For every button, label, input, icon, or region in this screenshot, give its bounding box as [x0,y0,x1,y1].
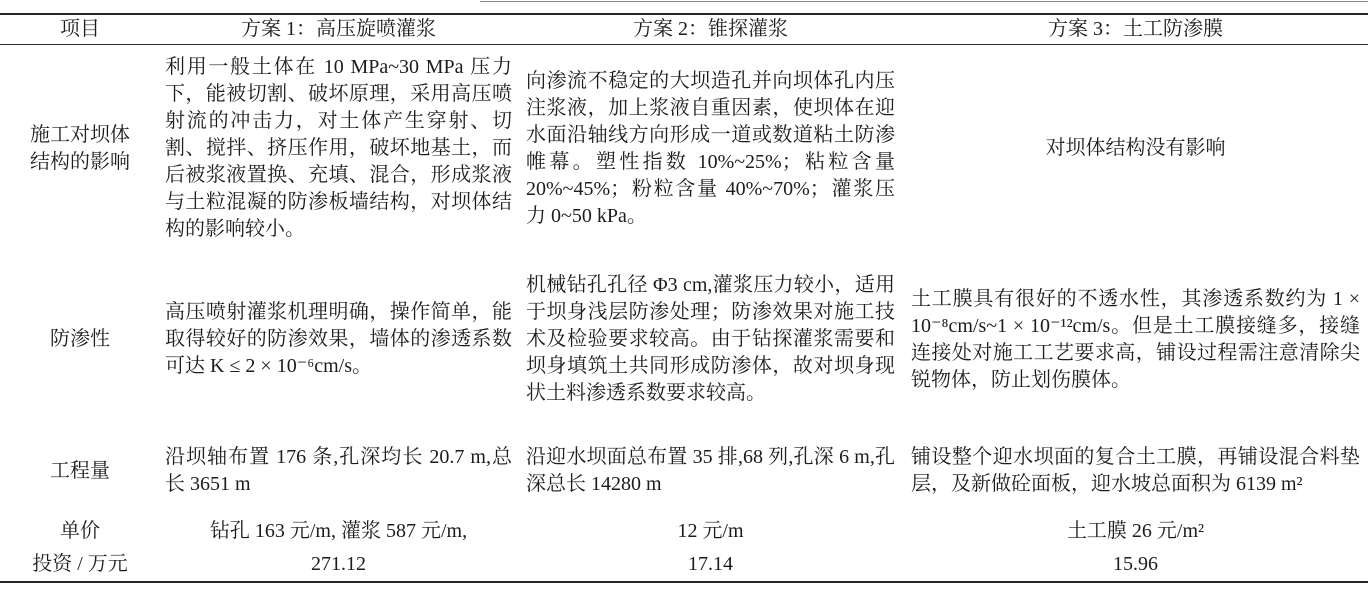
cell-investment-scheme1: 271.12 [311,553,366,575]
table-row-structure-impact [0,45,1368,252]
cell-quantity-scheme3: 铺设整个迎水坝面的复合土工膜，再铺设混合料垫层，及新做砼面板，迎水坡总面积为 6139 m² [911,446,1360,495]
cell-quantity-scheme2: 沿迎水坝面总布置 35 排,68 列,孔深 6 m,孔深总长 14280 m [526,446,895,495]
table-row-seepage-resistance [0,252,1368,427]
row-label-structure-impact: 施工对坝体结构的影响 [30,123,130,173]
scheme-comparison-table [0,13,1368,583]
cell-seepage-scheme2: 机械钻孔孔径 Φ3 cm,灌浆压力较小，适用于坝身浅层防渗处理；防渗效果对施工技术及检验要求较高。由于钻探灌浆需要和坝身填筑土共同形成防渗体，故对坝身现状土料渗透系数要求较高。 [526,274,895,404]
table-row-unit-price [0,515,1368,548]
row-label-investment: 投资 / 万元 [32,553,128,575]
column-header-scheme3: 方案 3：土工防渗膜 [1048,18,1223,40]
cell-quantity-scheme1: 沿坝轴布置 176 条,孔深均长 20.7 m,总长 3651 m [165,446,512,495]
cell-seepage-scheme3: 土工膜具有很好的不透水性，其渗透系数约为 1 × 10⁻⁸cm/s~1 × 10⁻¹²cm/s。但是土工膜接缝多，接缝连接处对施工工艺要求高，铺设过程需注意清除尖锐物体，防止划伤膜体。 [911,287,1360,391]
row-label-seepage-resistance: 防渗性 [50,328,110,350]
column-header-scheme2: 方案 2：锥探灌浆 [633,18,788,40]
cell-unit-price-scheme1: 钻孔 163 元/m, 灌浆 587 元/m, [209,520,468,542]
row-label-unit-price: 单价 [60,520,100,542]
column-header-scheme1: 方案 1：高压旋喷灌浆 [241,18,436,40]
row-label-work-quantity: 工程量 [50,459,110,482]
table-row-investment [0,548,1368,581]
cell-seepage-scheme1: 高压喷射灌浆机理明确，操作简单，能取得较好的防渗效果，墙体的渗透系数可达 K ≤ 2 × 10⁻⁶cm/s。 [165,301,512,377]
cell-structure-impact-scheme1: 利用一般土体在 10 MPa~30 MPa 压力下，能被切割、破坏原理，采用高压喷射流的冲击力，对土体产生穿射、切割、搅拌、挤压作用，破坏地基土，而后被浆液置换、充填、混合，形成浆液与土粒混凝的防渗板墙结构，对坝体结构的影响较小。 [165,56,512,240]
cell-investment-scheme3: 15.96 [1113,553,1158,575]
column-header-item: 项目 [60,18,100,40]
cell-investment-scheme2: 17.14 [688,553,733,575]
cell-structure-impact-scheme2: 向渗流不稳定的大坝造孔并向坝体孔内压注浆液，加上浆液自重因素，使坝体在迎水面沿轴线方向形成一道或数道粘土防渗帷幕。塑性指数 10%~25%；粘粒含量 20%~45%；粉粒含量 40%~70%；灌浆压力 0~50 kPa。 [526,69,895,227]
table-header-row [0,15,1368,45]
scan-artifact-line [480,1,1368,2]
cell-structure-impact-scheme3: 对坝体结构没有影响 [1045,137,1226,159]
table-row-work-quantity [0,427,1368,515]
cell-unit-price-scheme2: 12 元/m [677,520,744,542]
cell-unit-price-scheme3: 土工膜 26 元/m² [1066,520,1205,542]
